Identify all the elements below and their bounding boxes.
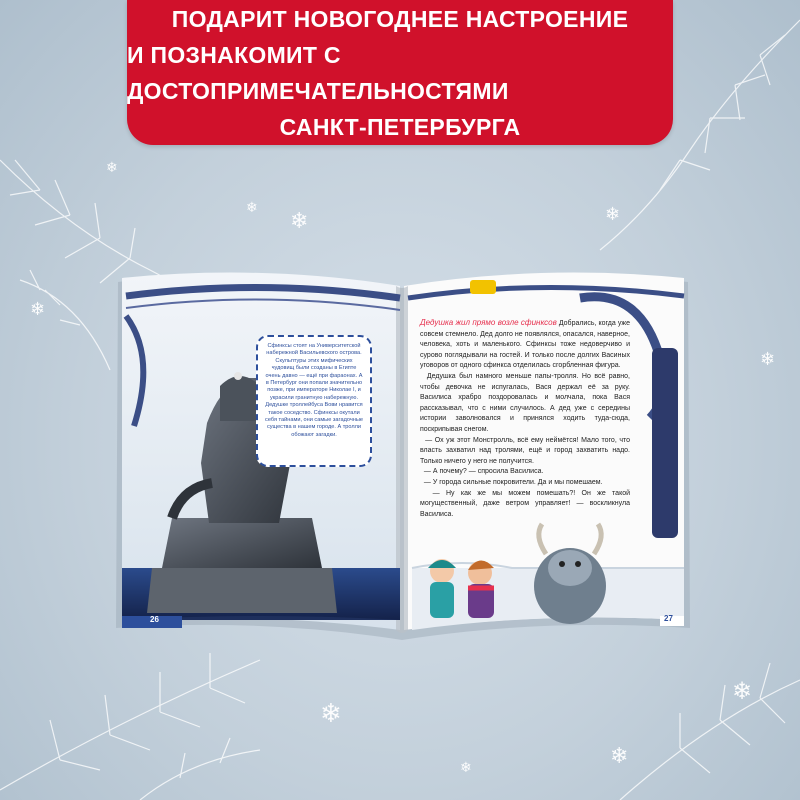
sphinx-info-text: Сфинксы стоят на Университетской набережной Васильевского острова. Скульптуры этих мифических чудовищ были созданы в Египте очень давно — ещё при фараонах. А в Петербург они попали значительно позже, при императоре Николае I, и украсили гранитную набережную. Дедушке троллейбуса Вови нравится такое соседство. Сфинксы окутали себя тайнами, они самые загадочные существа в нашем городе. А тролли обожают загадки. <box>265 343 363 438</box>
snowflake-icon: ❄ <box>605 204 621 224</box>
chapter-heading: Дедушка жил прямо возле сфинксов <box>420 318 557 327</box>
sphinx-info-note <box>256 335 372 467</box>
right-page-text <box>420 318 630 520</box>
snowflake-icon: ❄ <box>760 349 776 369</box>
paragraph-5: — У города сильные покровители. Да и мы помешаем. <box>423 478 603 486</box>
snowflake-icon: ❄ <box>320 698 342 728</box>
paragraph-4: — А почему? — спросила Василиса. <box>423 468 544 476</box>
banner-line-1: ПОДАРИТ НОВОГОДНЕЕ НАСТРОЕНИЕ <box>171 5 629 32</box>
paragraph-2: Дедушка был намного меньше папы-тролля. Но всё равно, чтобы девочка не испугалась, Вася держал её за руку. Василиса храбро поздоровалась и молчала, пока Вася рассказывал, что с ними случилось. А дед уже с середины истории заволновался и принялся ходить туда-сюда, поскрипывая снегом. <box>420 372 631 433</box>
snowflake-icon: ❄ <box>246 199 258 215</box>
right-page-number: 27 <box>664 614 673 623</box>
promo-banner <box>127 0 673 145</box>
paragraph-3: — Ох уж этот Монстролль, всё ему неймётся! Мало того, что власть захватил над тролями, ещё и город захватить надо. Только ничего у него не получится. <box>420 436 630 465</box>
snowflake-icon: ❄ <box>290 208 309 233</box>
snowflake-icon: ❄ <box>610 743 629 768</box>
paragraph-1: Добрались, когда уже совсем стемнело. Дед долго не появлялся, опасался, наверное, человека, хоть и маленького. Сфинксы тоже недоверчиво и сурово поглядывали на гостей. И только после долгих Васиных уговоров от одного сфинкса отделилась сгорбленная фигура. <box>420 320 630 370</box>
snowflake-icon: ❄ <box>460 759 472 775</box>
snowflake-icon: ❄ <box>30 299 46 319</box>
banner-line-3: САНКТ-ПЕТЕРБУРГА <box>279 113 521 140</box>
left-page-number: 26 <box>150 615 159 624</box>
paragraph-6: — Ну как же мы можем помешать?! Он же такой могущественный, даже ветром управляет! — воскликнула Василиса. <box>420 489 631 518</box>
snowflake-icon: ❄ <box>732 678 753 705</box>
banner-line-2: И ПОЗНАКОМИТ С ДОСТОПРИМЕЧАТЕЛЬНОСТЯМИ <box>127 41 509 104</box>
snowflake-icon: ❄ <box>106 159 118 175</box>
